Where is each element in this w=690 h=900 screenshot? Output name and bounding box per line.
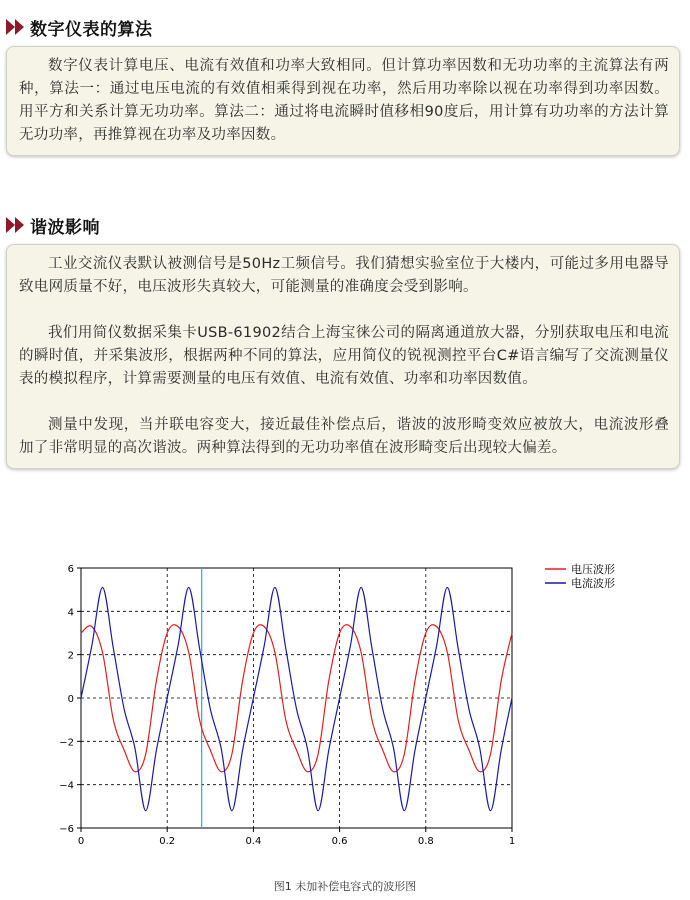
double-arrow-icon — [6, 19, 24, 35]
figure-caption: 图1 未加补偿电容式的波形图 — [273, 880, 417, 893]
paragraph: 我们用简仪数据采集卡USB-61902结合上海宝徕公司的隔离通道放大器，分别获取电压和电流的瞬时值，并采集波形，根据两种不同的算法，应用简仪的锐视测控平台C#语言编写了交流测量仪表的模拟程序，计算需要测量的电压有效值、电流有效值、功率和功率因数值。 — [19, 325, 669, 387]
section-title: 谐波影响 — [30, 217, 100, 238]
content-box-algorithm — [6, 46, 680, 156]
y-tick-label: 2 — [67, 650, 74, 662]
paragraph: 工业交流仪表默认被测信号是50Hz工频信号。我们猜想实验室位于大楼内，可能过多用电器导致电网质量不好，电压波形失真较大，可能测量的准确度会受到影响。 — [19, 256, 669, 295]
y-tick-label: 0 — [67, 694, 74, 705]
x-tick-label: 0.2 — [159, 836, 176, 847]
section-title: 数字仪表的算法 — [30, 19, 153, 40]
double-arrow-icon — [6, 217, 24, 233]
section-heading-algorithm — [6, 14, 153, 40]
legend-label: 电压波形 — [571, 563, 615, 576]
y-tick-label: −6 — [59, 824, 74, 835]
x-tick-label: 0 — [77, 836, 85, 847]
content-box-harmonics — [6, 244, 680, 469]
x-tick-label: 0.8 — [417, 836, 434, 847]
y-tick-label: 6 — [67, 564, 74, 575]
y-tick-label: −4 — [59, 780, 74, 792]
waveform-chart — [40, 560, 640, 860]
x-tick-label: 0.6 — [331, 836, 348, 847]
legend-label: 电流波形 — [571, 577, 615, 590]
x-tick-label: 0.4 — [245, 836, 262, 847]
paragraph: 数字仪表计算电压、电流有效值和功率大致相同。但计算功率因数和无功功率的主流算法有两种，算法一：通过电压电流的有效值相乘得到视在功率，然后用功率除以视在功率得到功率因数。用平方和关系计算无功功率。算法二：通过将电流瞬时值移相90度后，用计算有功功率的方法计算无功功率，再推算视在功率及功率因数。 — [19, 58, 669, 143]
x-tick-label: 1 — [508, 836, 516, 847]
section-heading-harmonics — [6, 212, 100, 238]
y-tick-label: −2 — [59, 737, 74, 749]
y-tick-label: 4 — [67, 607, 74, 619]
paragraph: 测量中发现，当并联电容变大，接近最佳补偿点后，谐波的波形畸变效应被放大，电流波形叠加了非常明显的高次谐波。两种算法得到的无功功率值在波形畸变后出现较大偏差。 — [19, 417, 669, 456]
